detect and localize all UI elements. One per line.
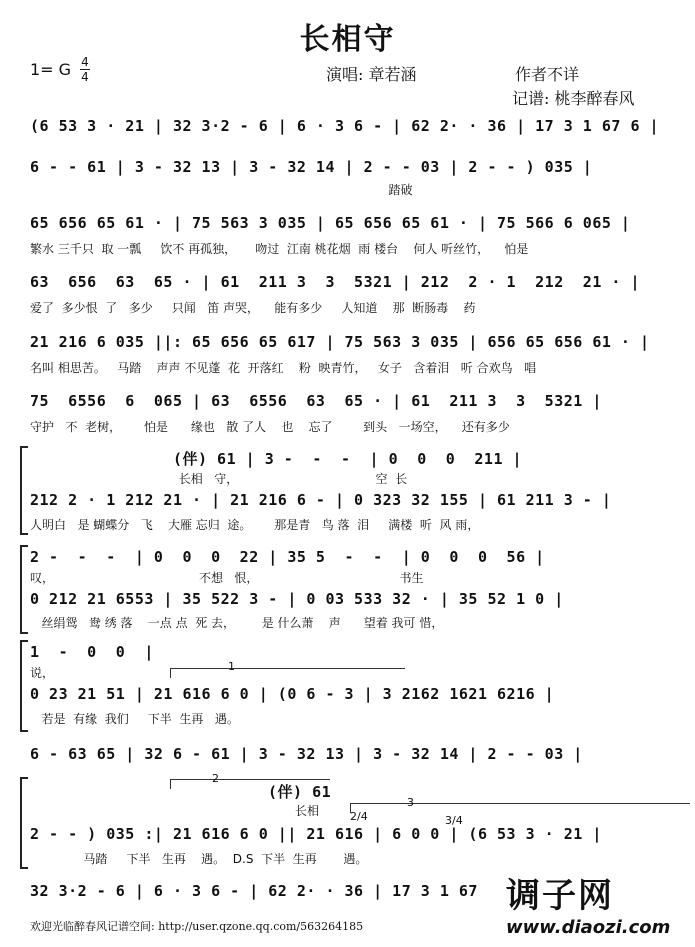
lyric-row-9: 叹， 不想 恨， 书生 <box>30 571 424 585</box>
volta-3-label: 3 <box>407 796 414 809</box>
notation-row-10: 0 212 21 6553 | 35 522 3 - | 0 03 533 32 · | 35 52 1 0 | <box>30 590 564 608</box>
author: 作者不详 <box>515 65 580 84</box>
notation-row-6: 75 6556 6 065 | 63 6556 63 65 · | 61 211 3 3 5321 | <box>30 392 602 410</box>
key-signature: 1= G <box>30 60 72 79</box>
notation-row-4: 63 656 63 65 · | 61 211 3 3 5321 | 212 2 · 1 212 21 · | <box>30 273 640 291</box>
song-title: 长相守 <box>299 22 396 57</box>
lyric-row-8: 人明白 是 蝴蝶分 飞 大雁 忘归 途。 那是青 鸟 落 泪 满楼 听 风 雨， <box>30 518 480 532</box>
lyric-row-12: 若是 有缘 我们 下半 生再 遇。 <box>30 712 239 726</box>
singer: 演唱: 章若涵 <box>326 65 417 84</box>
lyric-row-14: 长相 <box>295 804 320 818</box>
transcriber: 记谱: 桃李醉春风 <box>512 89 635 108</box>
time-signature-top: 4 <box>81 55 89 69</box>
footer-text: 欢迎光临醉春风记谱空间: http://user.qzone.qq.com/563264185 <box>30 920 364 933</box>
site-logo-name: 调子网 <box>506 876 614 916</box>
volta-1-label: 1 <box>228 660 235 673</box>
time-signature-2-4: 2/4 <box>350 810 368 823</box>
notation-row-15: 2 - - ) 035 :| 21 616 6 0 || 21 616 | 6 0 0 | (6 53 3 · 21 | <box>30 825 602 843</box>
site-logo-url: www.diaozi.com <box>506 917 671 938</box>
notation-row-5: 21 216 6 035 ||: 65 656 65 617 | 75 563 3 035 | 656 65 656 61 · | <box>30 333 650 351</box>
notation-row-3: 65 656 65 61 · | 75 563 3 035 | 65 656 65 61 · | 75 566 6 065 | <box>30 214 631 232</box>
lyric-row-5: 名叫 相思苦。 马踏 声声 不见蓬 花 开落红 粉 映青竹， 女子 含着泪 听 合欢鸟 唱 <box>30 361 537 375</box>
lyric-row-6: 守护 不 老树， 怕是 缘也 散 了人 也 忘了 到头 一场空， 还有多少 <box>30 420 510 434</box>
notation-row-8: 212 2 · 1 212 21 · | 21 216 6 - | 0 323 32 155 | 61 211 3 - | <box>30 491 612 509</box>
site-logo <box>506 868 681 938</box>
time-signature-3-4: 3/4 <box>445 814 463 827</box>
lyric-row-3: 繁水 三千只 取 一瓢 饮不 再孤独， 吻过 江南 桃花烟 雨 楼台 何人 听丝竹， 怕是 <box>30 242 529 256</box>
notation-row-16: 32 3·2 - 6 | 6 · 3 6 - | 62 2· · 36 | 17 3 1 67 <box>30 882 478 900</box>
notation-row-9: 2 - - - | 0 0 0 22 | 35 5 - - | 0 0 0 56 | <box>30 548 545 566</box>
time-signature-bottom: 4 <box>81 70 89 84</box>
notation-row-1: (6 53 3 · 21 | 32 3·2 - 6 | 6 · 3 6 - | 62 2· · 36 | 17 3 1 67 6 | <box>30 117 660 135</box>
lyric-row-2: 踏破 <box>30 183 413 197</box>
notation-row-7: (伴) 61 | 3 - - - | 0 0 0 211 | <box>30 450 523 468</box>
notation-row-11: 1 - 0 0 | <box>30 643 154 661</box>
lyric-row-7: 长相 守， 空 长 <box>30 472 408 486</box>
lyric-row-11: 说， <box>30 666 55 680</box>
volta-2-label: 2 <box>212 772 219 785</box>
notation-row-12: 0 23 21 51 | 21 616 6 0 | (0 6 - 3 | 3 2162 1621 6216 | <box>30 685 555 703</box>
lyric-row-15: 马踏 下半 生再 遇。 D.S 下半 生再 遇。 <box>30 852 368 866</box>
lyric-row-10: 丝绢鸳 鸯 绣 落 一点 点 死 去， 是 什么萧 声 望着 我可 惜， <box>30 616 444 630</box>
notation-row-2: 6 - - 61 | 3 - 32 13 | 3 - 32 14 | 2 - - 03 | 2 - - ) 035 | <box>30 158 593 176</box>
notation-row-14: (伴) 61 <box>268 783 332 801</box>
lyric-row-4: 爱了 多少恨 了 多少 只闻 笛 声哭， 能有多少 人知道 那 断肠毒 药 <box>30 301 476 315</box>
notation-row-13: 6 - 63 65 | 32 6 - 61 | 3 - 32 13 | 3 - 32 14 | 2 - - 03 | <box>30 745 583 763</box>
time-signature <box>80 56 90 83</box>
